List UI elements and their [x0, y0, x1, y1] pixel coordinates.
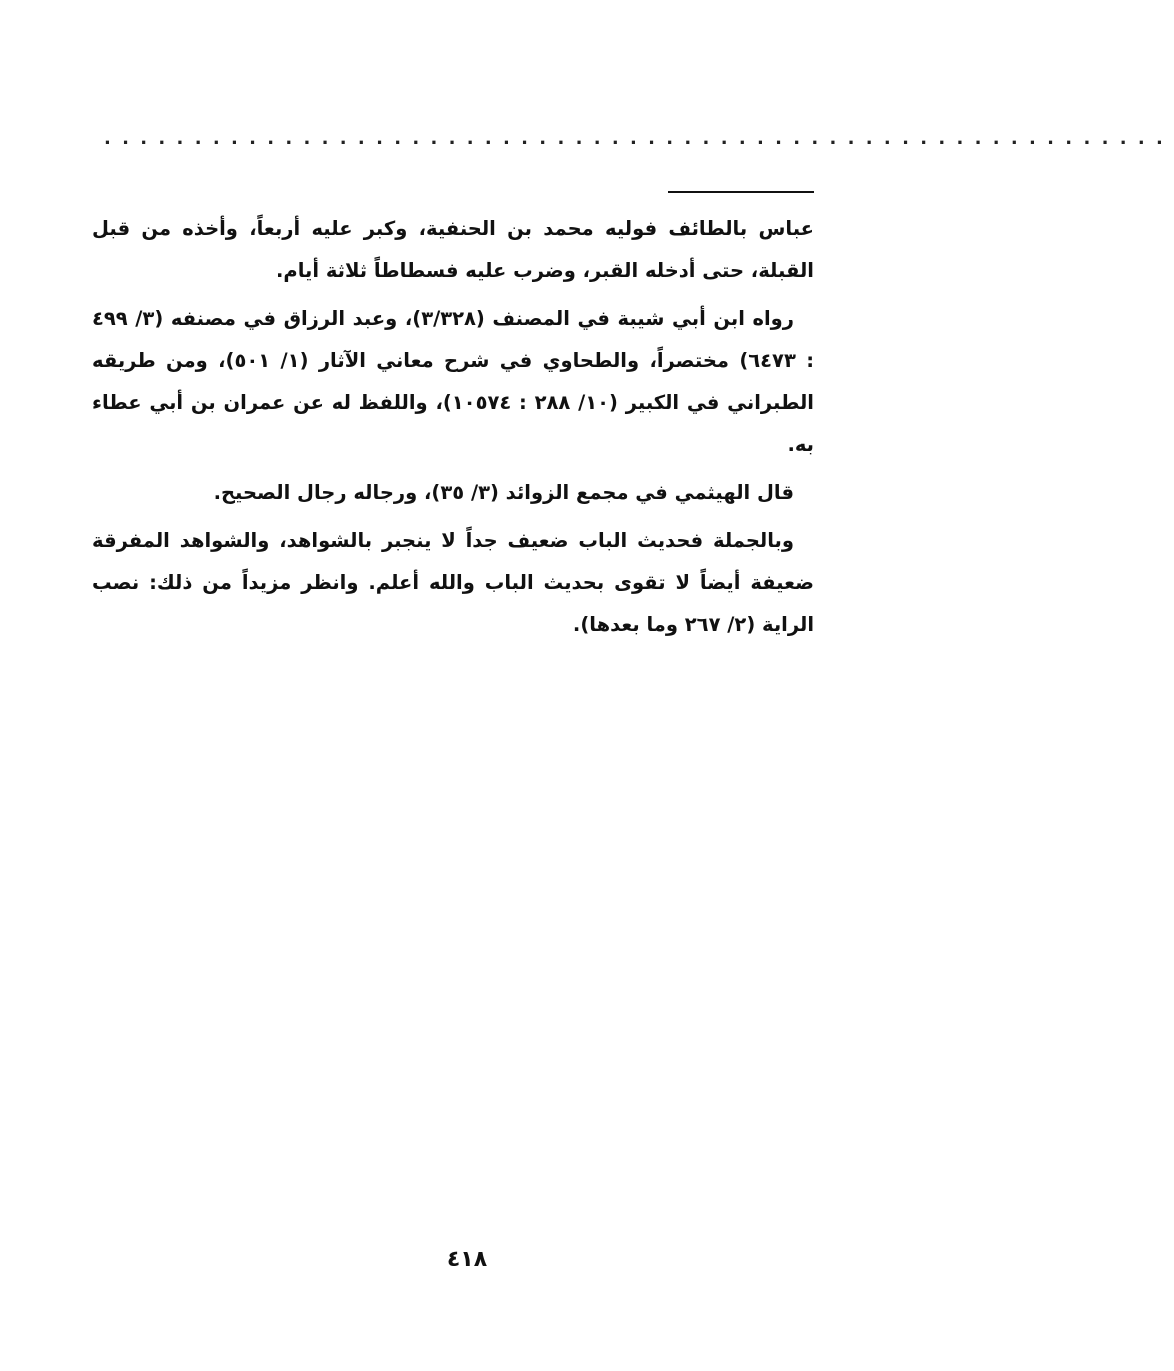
footnote-paragraph: رواه ابن أبي شيبة في المصنف (٣/٣٢٨)، وعبد الرزاق في مصنفه (٣/ ٤٩٩ : ٦٤٧٣) مختصراً، والطحاوي في شرح معاني الآثار (١/ ٥٠١)، ومن طريقه الطبراني في الكبير (١٠/ ٢٨٨ : ١٠٥٧٤)، واللفظ له عن عمران بن أبي عطاء به.	[92, 307, 814, 456]
page-number: ٤١٨	[446, 1247, 488, 1272]
footnote-block	[92, 208, 814, 652]
footnote-rule	[668, 191, 814, 193]
dotted-separator: ...........................................................	[104, 128, 1174, 149]
footnote-paragraph: قال الهيثمي في مجمع الزوائد (٣/ ٣٥)، ورجاله رجال الصحيح.	[213, 481, 794, 504]
footnote-paragraph: وبالجملة فحديث الباب ضعيف جداً لا ينجبر بالشواهد، والشواهد المفرقة ضعيفة أيضاً لا تقوى بحديث الباب والله أعلم. وانظر مزيداً من ذلك: نصب الراية (٢/ ٢٦٧ وما بعدها).	[92, 529, 814, 636]
footnote-paragraph: عباس بالطائف فوليه محمد بن الحنفية، وكبر عليه أربعاً، وأخذه من قبل القبلة، حتى أدخله القبر، وضرب عليه فسطاطاً ثلاثة أيام.	[92, 217, 814, 282]
